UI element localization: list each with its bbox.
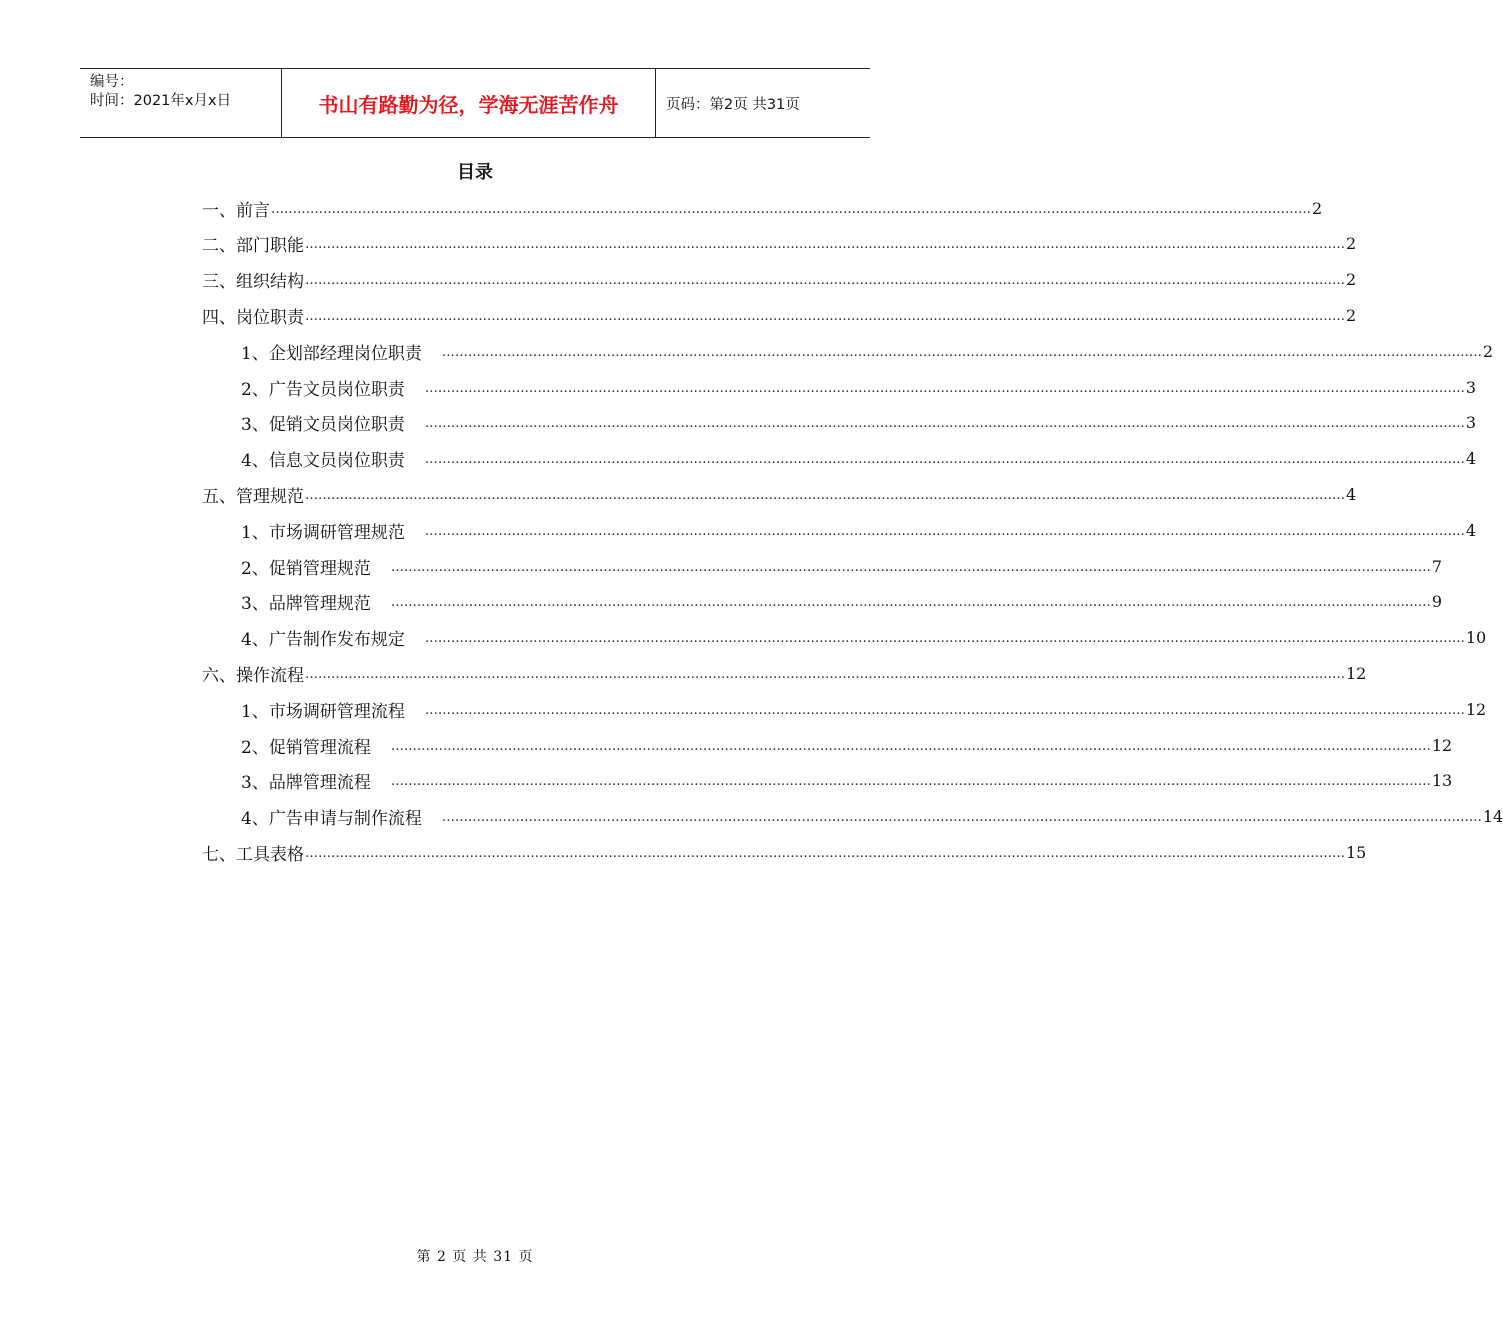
toc-leader-dots: …………………………………………………………………………………………………………………………………………………………………………………………………………………… <box>305 845 1345 861</box>
toc-entry-page: 14 <box>1482 807 1503 827</box>
toc-entry[interactable] <box>241 620 1487 656</box>
toc-entry-page: 2 <box>1346 234 1357 254</box>
toc-leader-dots: …………………………………………………………………………………………………………………………………………………………………………………………………………………… <box>424 523 1465 539</box>
toc-entry[interactable] <box>241 727 1453 763</box>
toc-leader-dots: …………………………………………………………………………………………………………………………………………………………………………………………………………………… <box>424 702 1465 718</box>
toc-entry-page: 4 <box>1465 449 1477 469</box>
toc-leader-dots: …………………………………………………………………………………………………………………………………………………………………………………………………………………… <box>441 344 1482 360</box>
toc-entry[interactable] <box>241 799 1503 835</box>
toc-entry-label: 4、广告申请与制作流程 <box>241 809 422 830</box>
page-footer: 第 2 页 共 31 页 <box>416 1249 534 1265</box>
toc-entry[interactable] <box>241 369 1477 405</box>
toc-entry-page: 12 <box>1431 735 1453 755</box>
toc-entry-label: 四、岗位职责 <box>202 307 304 328</box>
toc-entry-page: 2 <box>1346 270 1357 290</box>
toc-entry[interactable] <box>202 297 1357 333</box>
toc-entry-page: 4 <box>1346 484 1357 504</box>
toc-entry-label: 1、市场调研管理流程 <box>241 701 405 722</box>
toc-entry[interactable] <box>202 655 1367 691</box>
toc-entry[interactable] <box>241 405 1477 441</box>
toc-entry[interactable] <box>202 834 1367 870</box>
toc-entry[interactable] <box>202 226 1357 262</box>
toc-leader-dots: …………………………………………………………………………………………………………………………………………………………………………………………………………………… <box>305 487 1345 503</box>
toc-entry-page: 4 <box>1465 520 1477 540</box>
toc-entry-label: 2、促销管理流程 <box>241 737 371 758</box>
page-header <box>80 68 870 138</box>
toc-leader-dots: …………………………………………………………………………………………………………………………………………………………………………………………………………………… <box>424 631 1465 647</box>
toc-entry[interactable] <box>241 441 1477 477</box>
toc-leader-dots: …………………………………………………………………………………………………………………………………………………………………………………………………………………… <box>305 273 1345 289</box>
toc-entry-label: 1、企划部经理岗位职责 <box>241 343 422 364</box>
toc-entry[interactable] <box>241 512 1477 548</box>
toc-entry[interactable] <box>202 476 1357 512</box>
toc-leader-dots: …………………………………………………………………………………………………………………………………………………………………………………………………………………… <box>390 595 1431 611</box>
toc-title: 目录 <box>457 162 493 183</box>
toc-entry-label: 六、操作流程 <box>202 665 304 686</box>
toc-entry[interactable] <box>241 333 1494 369</box>
toc-entry-label: 3、促销文员岗位职责 <box>241 415 405 436</box>
toc-entry-label: 4、信息文员岗位职责 <box>241 451 405 472</box>
toc-entry-label: 1、市场调研管理规范 <box>241 522 405 543</box>
toc-leader-dots: …………………………………………………………………………………………………………………………………………………………………………………………………………………… <box>424 380 1465 396</box>
toc-entry-page: 12 <box>1465 699 1487 719</box>
toc-leader-dots: …………………………………………………………………………………………………………………………………………………………………………………………………………………… <box>271 201 1311 217</box>
toc-entry-label: 3、品牌管理流程 <box>241 773 371 794</box>
code-label: 编号： <box>90 74 134 90</box>
toc-entry-label: 二、部门职能 <box>202 236 304 257</box>
header-page-info: 页码：第2页 共31页 <box>666 96 800 113</box>
toc-entry-page: 15 <box>1346 842 1367 862</box>
toc-entry-label: 2、促销管理规范 <box>241 558 371 579</box>
toc-leader-dots: …………………………………………………………………………………………………………………………………………………………………………………………………………………… <box>441 810 1482 826</box>
toc-entry-page: 13 <box>1431 771 1453 791</box>
toc-leader-dots: …………………………………………………………………………………………………………………………………………………………………………………………………………………… <box>390 738 1431 754</box>
toc-entry-label: 2、广告文员岗位职责 <box>241 379 405 400</box>
header-motto: 书山有路勤为径，学海无涯苦作舟 <box>282 69 656 137</box>
toc-entry[interactable] <box>241 763 1453 799</box>
date-label: 时间：2021年x月x日 <box>90 93 232 109</box>
toc-entry-label: 3、品牌管理规范 <box>241 594 371 615</box>
toc-leader-dots: …………………………………………………………………………………………………………………………………………………………………………………………………………………… <box>305 666 1345 682</box>
toc-leader-dots: …………………………………………………………………………………………………………………………………………………………………………………………………………………… <box>424 416 1465 432</box>
toc-leader-dots: …………………………………………………………………………………………………………………………………………………………………………………………………………………… <box>390 559 1431 575</box>
toc-entry[interactable] <box>202 190 1323 226</box>
toc-entry-page: 12 <box>1346 663 1367 683</box>
toc-entry-page: 2 <box>1346 305 1357 325</box>
toc-entry-page: 7 <box>1431 556 1443 576</box>
toc-entry-label: 三、组织结构 <box>202 272 304 293</box>
toc-entry[interactable] <box>202 262 1357 298</box>
toc-entry-label: 一、前言 <box>202 200 270 221</box>
toc-leader-dots: …………………………………………………………………………………………………………………………………………………………………………………………………………………… <box>424 452 1465 468</box>
header-left-cell <box>80 69 282 137</box>
toc-entry-page: 10 <box>1465 628 1487 648</box>
toc-entry-page: 3 <box>1465 413 1477 433</box>
toc-entry[interactable] <box>241 691 1487 727</box>
toc-leader-dots: …………………………………………………………………………………………………………………………………………………………………………………………………………………… <box>390 774 1431 790</box>
toc-entry-label: 五、管理规范 <box>202 486 304 507</box>
toc-entry[interactable] <box>241 548 1443 584</box>
toc-entry-page: 2 <box>1482 341 1494 361</box>
toc-entry-page: 2 <box>1312 198 1323 218</box>
toc-entry[interactable] <box>241 584 1443 620</box>
toc-entry-label: 4、广告制作发布规定 <box>241 630 405 651</box>
toc-entry-page: 3 <box>1465 377 1477 397</box>
toc-leader-dots: …………………………………………………………………………………………………………………………………………………………………………………………………………………… <box>305 308 1345 324</box>
toc-leader-dots: …………………………………………………………………………………………………………………………………………………………………………………………………………………… <box>305 237 1345 253</box>
toc-entry-label: 七、工具表格 <box>202 844 304 865</box>
toc-entry-page: 9 <box>1431 592 1443 612</box>
